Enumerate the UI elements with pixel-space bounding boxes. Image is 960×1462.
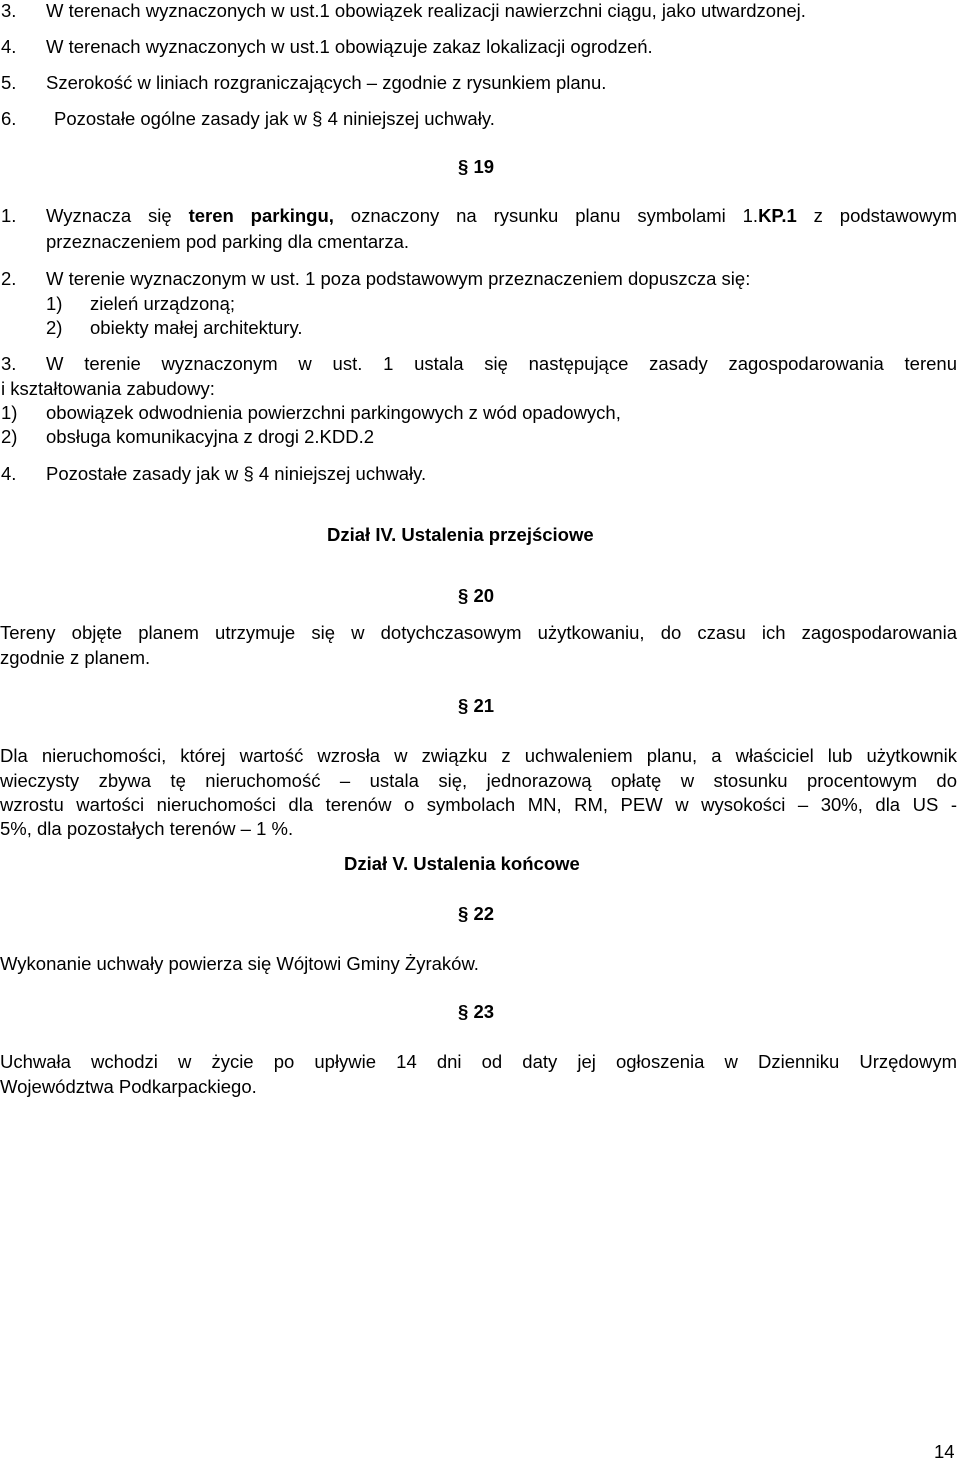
item-number: 2.	[1, 268, 17, 289]
subitem-text: obsługa komunikacyjna z drogi 2.KDD.2	[46, 426, 375, 447]
section-sign-icon: §	[458, 585, 469, 606]
section-sign-icon: §	[243, 463, 254, 484]
paragraph-line: Województwa Podkarpackiego.	[0, 1076, 257, 1097]
item-number: 1.	[1, 205, 17, 226]
section-sign-icon: §	[458, 1001, 469, 1022]
subitem-text: zieleń urządzoną;	[90, 293, 236, 314]
item-number: 4.	[1, 463, 17, 484]
item-text-line1: Wyznacza się teren parkingu, oznaczony na rysunku planu symbolami 1.KP.1 z podstawowym	[46, 205, 958, 226]
item-text: Pozostałe ogólne zasady jak w § 4 niniejszej uchwały.	[54, 108, 495, 129]
subitem-number: 2)	[1, 426, 18, 447]
chapter-heading-4: Dział IV. Ustalenia przejściowe	[327, 524, 594, 545]
paragraph-line: zgodnie z planem.	[0, 647, 151, 668]
item-text-line2: przeznaczeniem pod parking dla cmentarza.	[46, 231, 409, 252]
page-number: 14	[934, 1441, 955, 1462]
paragraph-line: wzrostu wartości nieruchomości dla terenów o symbolach MN, RM, PEW w wysokości – 30%, dla US -	[0, 794, 957, 815]
subitem-text: obiekty małej architektury.	[90, 317, 303, 338]
section-heading-23: § 23	[458, 1001, 495, 1022]
section-heading-20: § 20	[458, 585, 495, 606]
item-text-line1: W terenie wyznaczonym w ust. 1 ustala się następujące zasady zagospodarowania terenu	[46, 353, 957, 374]
paragraph-line: Tereny objęte planem utrzymuje się w dotychczasowym użytkowaniu, do czasu ich zagospodarowania	[0, 622, 957, 643]
item-text: Szerokość w liniach rozgraniczających – zgodnie z rysunkiem planu.	[46, 72, 607, 93]
item-text: Pozostałe zasady jak w § 4 niniejszej uchwały.	[46, 463, 427, 484]
section-sign-icon: §	[458, 903, 469, 924]
section-sign-icon: §	[458, 156, 469, 177]
section-sign-icon: §	[458, 695, 469, 716]
subitem-number: 1)	[46, 293, 63, 314]
section-sign-icon: §	[312, 108, 323, 129]
paragraph-line: wieczysty zbywa tę nieruchomość – ustala się, jednorazową opłatę w stosunku procentowym do	[0, 770, 957, 791]
item-number: 3.	[1, 353, 17, 374]
subitem-number: 2)	[46, 317, 63, 338]
section-heading-22: § 22	[458, 903, 495, 924]
item-text: W terenie wyznaczonym w ust. 1 poza podstawowym przeznaczeniem dopuszcza się:	[46, 268, 751, 289]
paragraph-line: Uchwała wchodzi w życie po upływie 14 dni od daty jej ogłoszenia w Dzienniku Urzędowym	[0, 1051, 957, 1072]
subitem-number: 1)	[1, 402, 18, 423]
item-text: W terenach wyznaczonych w ust.1 obowiązuje zakaz lokalizacji ogrodzeń.	[46, 36, 653, 57]
section-heading-19: § 19	[458, 156, 495, 177]
paragraph-line: Wykonanie uchwały powierza się Wójtowi Gminy Żyraków.	[0, 953, 479, 974]
paragraph-line: 5%, dla pozostałych terenów – 1 %.	[0, 818, 294, 839]
section-heading-21: § 21	[458, 695, 495, 716]
item-number: 6.	[1, 108, 17, 129]
chapter-heading-5: Dział V. Ustalenia końcowe	[344, 853, 580, 874]
paragraph-line: Dla nieruchomości, której wartość wzrosła w związku z uchwaleniem planu, a właściciel lub użytkownik	[0, 745, 957, 766]
item-text-line2: i kształtowania zabudowy:	[1, 378, 215, 399]
item-text: W terenach wyznaczonych w ust.1 obowiązek realizacji nawierzchni ciągu, jako utwardzonej.	[46, 0, 806, 21]
item-number: 4.	[1, 36, 17, 57]
subitem-text: obowiązek odwodnienia powierzchni parkingowych z wód opadowych,	[46, 402, 621, 423]
item-number: 5.	[1, 72, 17, 93]
item-number: 3.	[1, 0, 17, 21]
